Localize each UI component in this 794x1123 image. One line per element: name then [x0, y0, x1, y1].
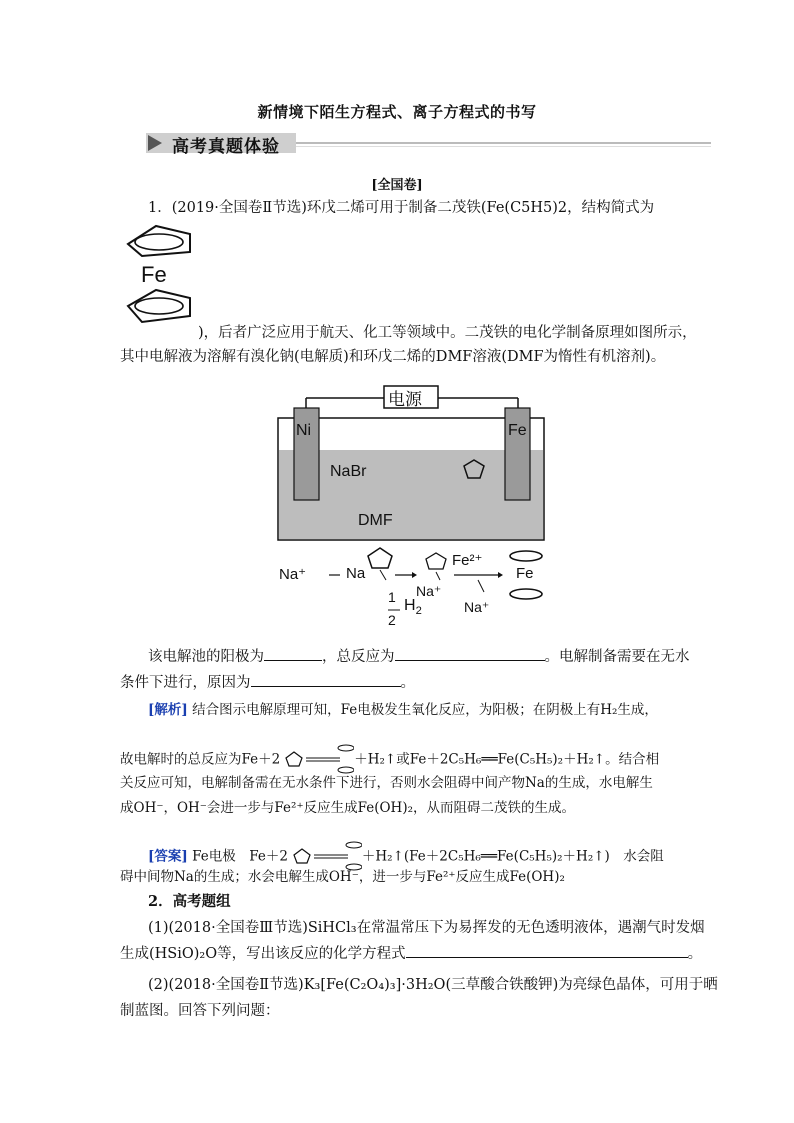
banner-label: 高考真题体验	[172, 137, 280, 157]
q2-p2-line1: (2)(2018·全国卷Ⅱ节选)K₃[Fe(C₂O₄)₃]·3H₂O(三草酸合铁酸钾)为亮绿色晶体，可用于晒	[148, 977, 718, 993]
q1-question-line1: 该电解池的阳极为 ，总反应为 。电解制备需要在无水	[148, 646, 690, 668]
q1-line1: 1．(2019·全国卷Ⅱ节选)环戊二烯可用于制备二茂铁(Fe(C5H5)2，结构简式为	[148, 200, 655, 216]
q1-question-line2: 条件下进行，原因为 。	[120, 672, 415, 694]
q2-heading: 2．高考题组	[148, 893, 231, 910]
analysis-line4: 成OH⁻，OH⁻会进一步与Fe²⁺反应生成Fe(OH)₂，从而阻碍二茂铁的生成。	[120, 800, 575, 816]
reaction-answer-blank[interactable]	[395, 646, 545, 661]
analysis-line3: 关反应可知，电解制备需在无水条件下进行，否则水会阻碍中间产物Na的生成，水电解生	[120, 775, 653, 791]
na-plus-product-1: Na⁺	[416, 583, 442, 599]
q1-line2: )，后者广泛应用于航天、化工等领域中。二茂铁的电化学制备原理如图所示，	[198, 325, 697, 341]
reason-answer-blank[interactable]	[251, 672, 401, 687]
section-label: [全国卷]	[371, 178, 423, 193]
answer-line1: [答案] Fe电极 Fe＋2 ＋H₂↑(Fe＋2C₅H₆══Fe(C₅H₅)₂＋H₂↑) 水会阻	[148, 841, 664, 873]
q1-line3: 其中电解液为溶解有溴化钠(电解质)和环戊二烯的DMF溶液(DMF为惰性有机溶剂)。	[120, 349, 666, 365]
half-denominator: 2	[388, 612, 396, 628]
power-label: 电源	[388, 390, 422, 409]
q2-p2-line2: 制蓝图。回答下列问题：	[120, 1003, 280, 1019]
analysis-tag: [解析]	[148, 702, 188, 718]
equation-answer-blank[interactable]	[406, 943, 688, 958]
section-banner	[146, 131, 711, 155]
fe2-plus-label: Fe²⁺	[452, 552, 483, 569]
anode-answer-blank[interactable]	[264, 646, 322, 661]
na-plus-label: Na⁺	[279, 566, 307, 583]
fe-label: Fe	[141, 262, 167, 287]
ferrocene-fe-label: Fe	[516, 565, 534, 582]
answer-line2: 碍中间物Na的生成；水会电解生成OH⁻，进一步与Fe²⁺反应生成Fe(OH)₂	[120, 869, 565, 885]
electrolysis-diagram	[276, 384, 548, 634]
answer-tag: [答案]	[148, 848, 188, 865]
na-label: Na	[346, 565, 366, 582]
na-plus-product-2: Na⁺	[464, 599, 490, 615]
analysis-line1: [解析] 结合图示电解原理可知，Fe电极发生氧化反应，为阳极；在阴极上有H₂生成，	[148, 702, 658, 718]
half-numerator: 1	[388, 589, 396, 605]
ni-electrode-label: Ni	[296, 422, 312, 439]
dmf-label: DMF	[358, 512, 393, 529]
fe-electrode-label: Fe	[508, 422, 527, 439]
q2-p1-line2: 生成(HSiO)₂O等，写出该反应的化学方程式 。	[120, 943, 702, 965]
analysis-line2: 故电解时的总反应为Fe＋2 ＋H₂↑或Fe＋2C₅H₆══Fe(C₅H₅)₂＋H₂↑。结合相	[120, 744, 659, 776]
q2-p1-line1: (1)(2018·全国卷Ⅲ节选)SiHCl₃在常温常压下为易挥发的无色透明液体，遇潮气时发烟	[148, 920, 705, 936]
nabr-label: NaBr	[330, 463, 367, 480]
page-title: 新情境下陌生方程式、离子方程式的书写	[257, 103, 537, 121]
h2-label: $H_2$	[404, 597, 422, 618]
